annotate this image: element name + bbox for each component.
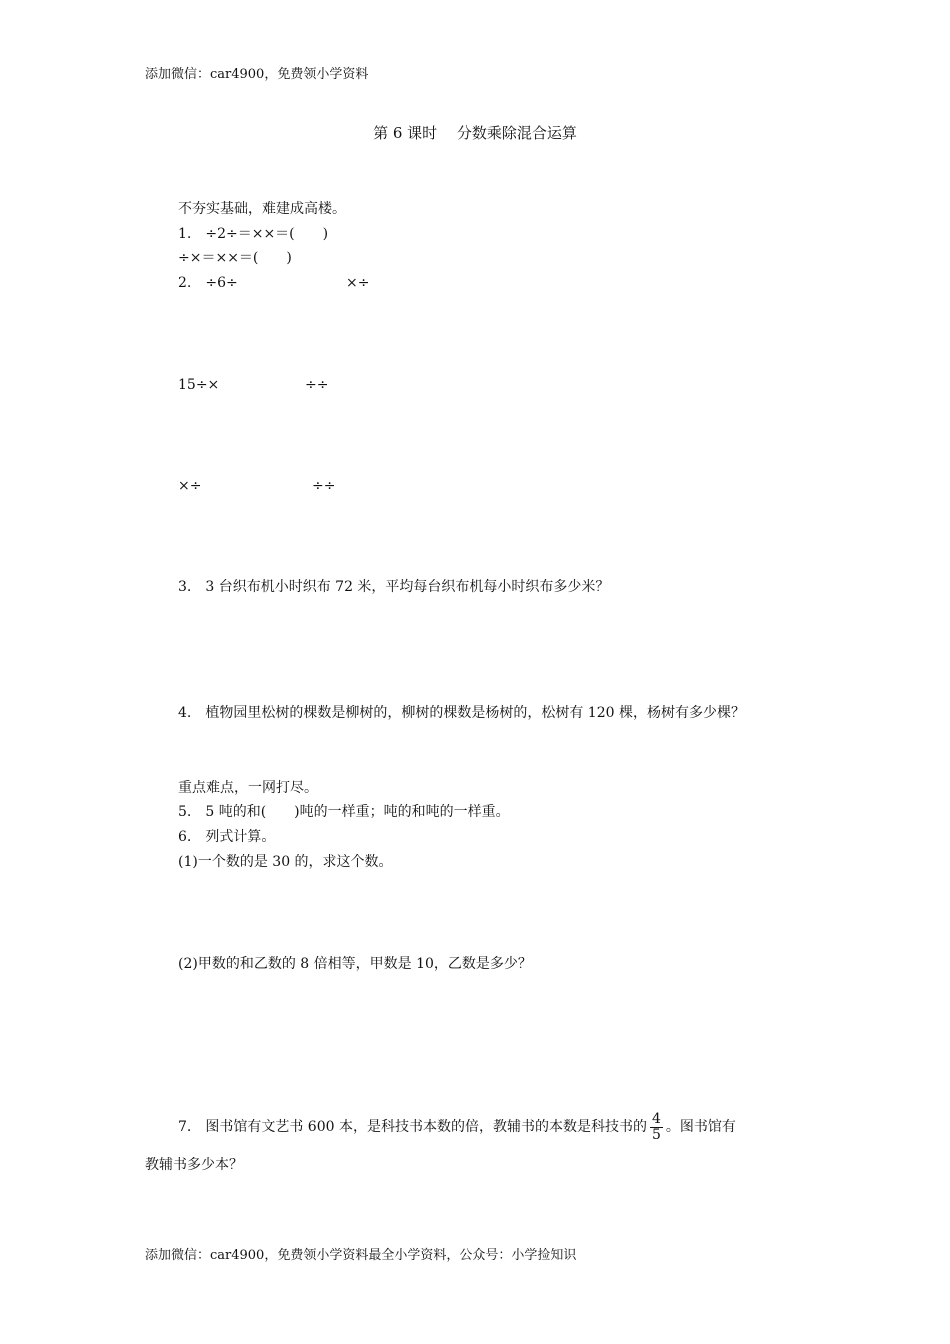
page-header: 添加微信：car4900，免费领小学资料 <box>145 67 369 82</box>
fraction-numerator: 4 <box>651 1110 661 1127</box>
question-1-line-2: ÷×＝××＝( ) <box>178 250 292 266</box>
question-6: 6. 列式计算。 <box>178 829 276 845</box>
question-4: 4. 植物园里松树的棵数是柳树的，柳树的棵数是杨树的，松树有 120 棵，杨树有多少棵？ <box>178 705 745 721</box>
section-heading-key-points: 重点难点，一网打尽。 <box>178 780 318 796</box>
page-footer: 添加微信：car4900，免费领小学资料最全小学资料，公众号：小学捡知识 <box>145 1248 577 1263</box>
question-3: 3. 3 台织布机小时织布 72 米，平均每台织布机每小时织布多少米？ <box>178 579 610 595</box>
page-title: 第 6 课时 分数乘除混合运算 <box>373 124 577 142</box>
question-1-line-1: 1. ÷2÷＝××＝( ) <box>178 226 329 242</box>
question-2-expr-e: ×÷ <box>178 478 202 494</box>
question-2-expr-d: ÷÷ <box>305 377 329 393</box>
fraction-four-fifths <box>650 1112 663 1143</box>
question-5: 5. 5 吨的和( )吨的一样重；吨的和吨的一样重。 <box>178 804 510 820</box>
question-2-expr-a: 2. ÷6÷ <box>178 275 238 291</box>
question-7-text-start: 7. 图书馆有文艺书 600 本，是科技书本数的倍，教辅书的本数是科技书的 <box>178 1119 647 1135</box>
question-7-line-1 <box>178 1110 736 1144</box>
question-6-part-2: (2)甲数的和乙数的 8 倍相等，甲数是 10，乙数是多少？ <box>178 956 532 972</box>
question-7-line-2: 教辅书多少本？ <box>145 1157 243 1173</box>
question-2-expr-c: 15÷× <box>178 377 220 393</box>
question-2-expr-b: ×÷ <box>346 275 370 291</box>
question-7-text-end: 。图书馆有 <box>665 1119 736 1135</box>
question-2-expr-f: ÷÷ <box>312 478 336 494</box>
fraction-denominator: 5 <box>651 1126 661 1143</box>
section-heading-basics: 不夯实基础，难建成高楼。 <box>178 201 346 217</box>
question-6-part-1: (1)一个数的是 30 的，求这个数。 <box>178 854 393 870</box>
